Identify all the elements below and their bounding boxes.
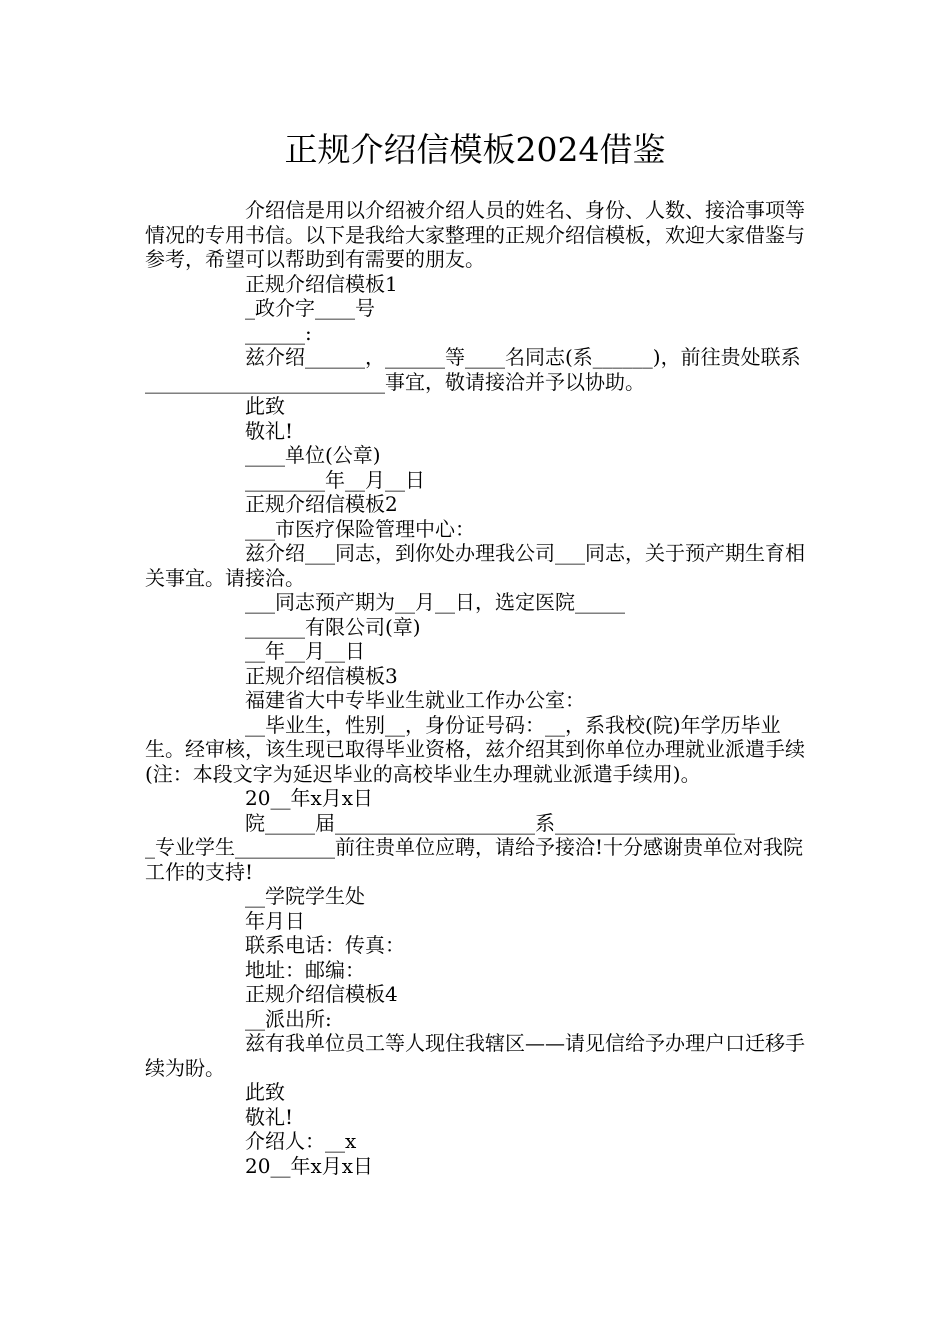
template-2-body: 兹介绍___同志，到你处办理我公司___同志，关于预产期生育相关事宜。请接洽。 (145, 541, 805, 590)
template-1-body: 兹介绍______，______等____名同志(系______)，前往贵处联系________________________事宜，敬请接洽并予以协助。 (145, 345, 801, 394)
document-body (145, 198, 809, 1178)
template-3-body: __毕业生，性别__，身份证号码：__，系我校(院)年学历毕业生。经审核，该生现已取得毕业资格，兹介绍其到你单位办理就业派遣手续(注：本段文字为延迟毕业的高校毕业生办理就业派遣手续用)。 (145, 712, 805, 786)
template-4-closing-1: 此致 (245, 1080, 285, 1104)
template-4-heading: 正规介绍信模板4 (245, 982, 398, 1006)
template-3-contact: 联系电话：传真： (245, 933, 405, 957)
template-1-addressee: ______: (245, 320, 312, 345)
template-1-closing-2: 敬礼! (245, 418, 294, 443)
document-title: 正规介绍信模板2024借鉴 (284, 130, 666, 169)
template-3-signature: __学院学生处 (245, 884, 365, 908)
template-4-introducer: 介绍人：__x (245, 1129, 357, 1153)
template-2-addressee: ___市医疗保险管理中心： (245, 516, 475, 541)
intro-paragraph: 介绍信是用以介绍被介绍人员的姓名、身份、人数、接洽事项等情况的专用书信。以下是我给大家整理的正规介绍信模板，欢迎大家借鉴与参考，希望可以帮助到有需要的朋友。 (145, 198, 805, 271)
template-4-date: 20__年x月x日 (245, 1153, 374, 1178)
template-2-signature: ______有限公司(章) (245, 614, 421, 639)
template-3-heading: 正规介绍信模板3 (245, 663, 398, 688)
template-2-heading: 正规介绍信模板2 (245, 492, 398, 516)
template-2-due-date: ___同志预产期为__月__日，选定医院_____ (245, 590, 625, 614)
template-1-signature: ____单位(公章) (245, 443, 381, 467)
template-4-closing-2: 敬礼! (245, 1104, 294, 1129)
template-3-body-2: _专业学生__________前往贵单位应聘，请给予接洽!十分感谢贵单位对我院工作的支持! (145, 835, 804, 884)
template-3-address: 地址：邮编： (245, 957, 365, 982)
template-3-date-2: 年月日 (245, 908, 305, 933)
template-1-closing-1: 此致 (245, 394, 285, 418)
template-3-dept-line: 院_____届____________________系__________________ (245, 810, 735, 835)
template-3-date: 20__年x月x日 (245, 786, 374, 810)
template-1-ref-number: _政介字____号 (245, 296, 375, 320)
template-2-date: __年__月__日 (245, 639, 365, 663)
template-1-date: ________年__月__日 (245, 467, 425, 492)
template-4-body: 兹有我单位员工等人现住我辖区——请见信给予办理户口迁移手续为盼。 (145, 1031, 805, 1080)
template-4-addressee: __派出所: (245, 1006, 332, 1031)
template-1-heading: 正规介绍信模板1 (245, 271, 398, 296)
template-3-addressee: 福建省大中专毕业生就业工作办公室： (245, 688, 585, 712)
